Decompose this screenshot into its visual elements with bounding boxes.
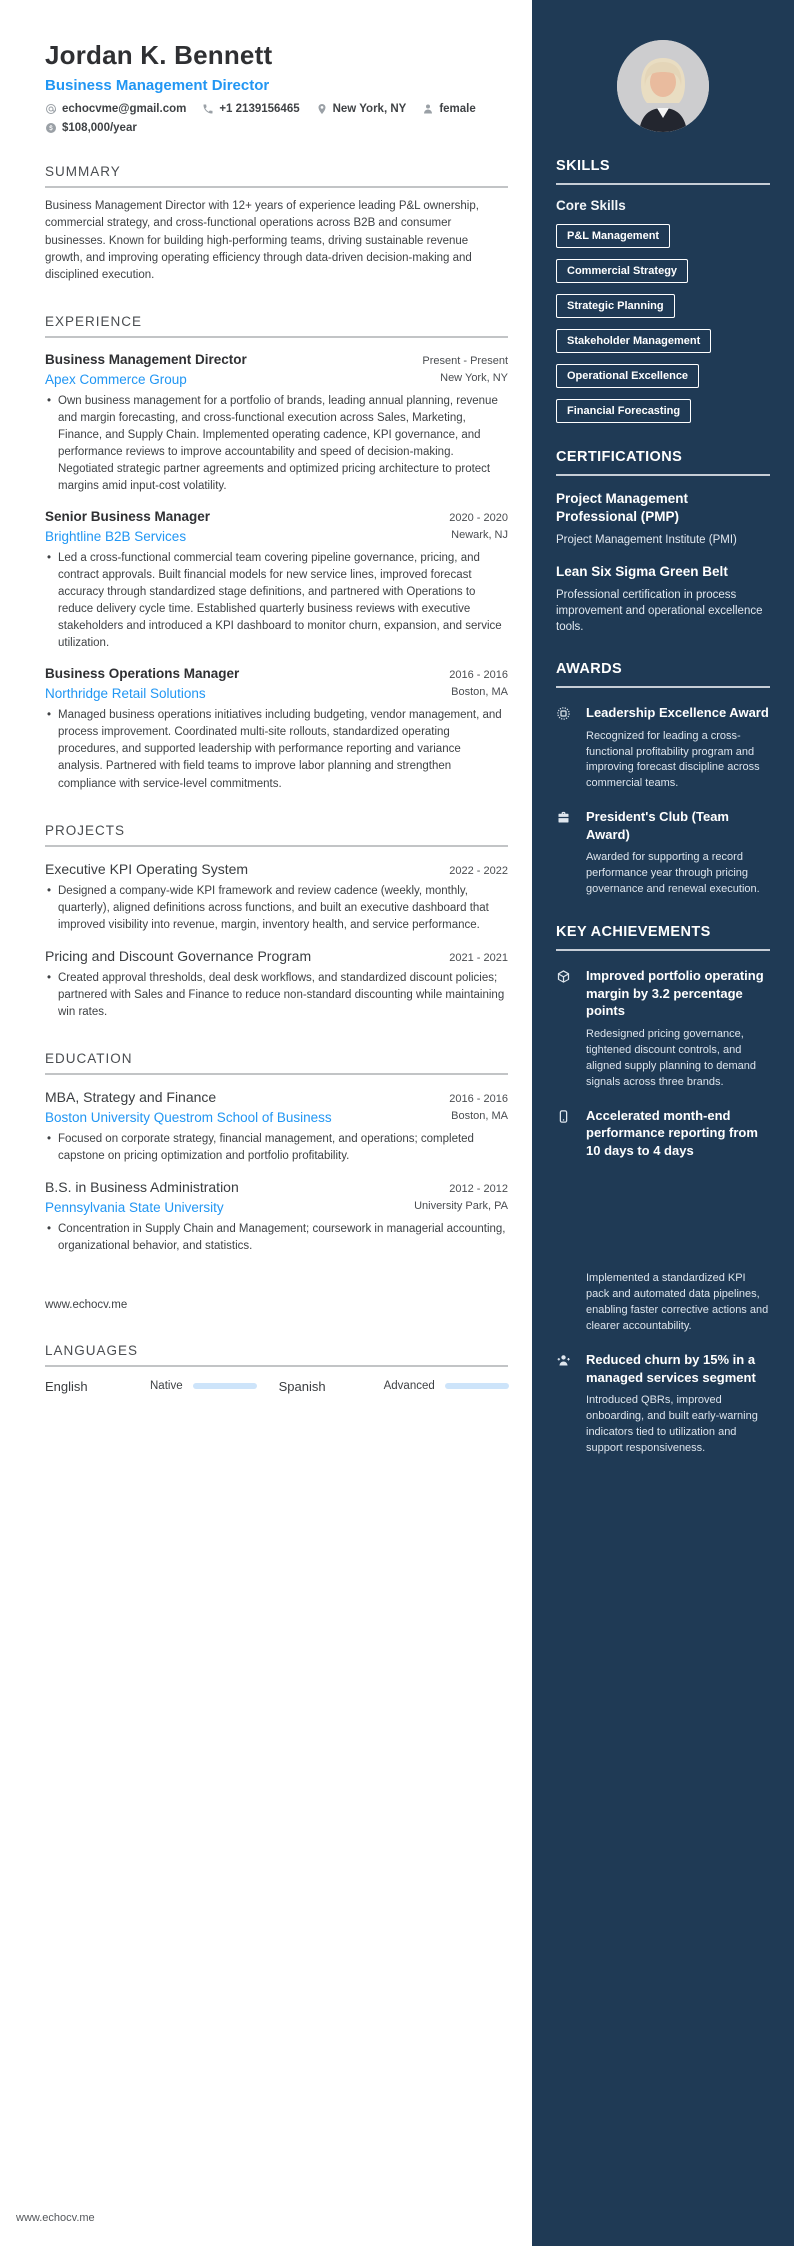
education-section (45, 1051, 508, 1255)
package-icon (556, 967, 586, 1090)
avatar (617, 40, 709, 132)
contact-row (45, 103, 508, 134)
skills-heading: SKILLS (556, 158, 770, 185)
candidate-name: Jordan K. Bennett (45, 40, 273, 70)
education-entry (45, 1089, 508, 1165)
language-name: Spanish (278, 1378, 326, 1394)
job-dates: 2016 - 2016 (449, 669, 508, 682)
award-item (556, 704, 770, 792)
contact-email[interactable]: echocvme@gmail.com (45, 103, 186, 115)
certification-item (556, 563, 770, 636)
email-icon (45, 103, 57, 115)
education-location: Boston, MA (451, 1109, 508, 1122)
job-bullet: • Led a cross-functional commercial team covering pipeline governance, pricing, and contract approvals. Built financial models for new service lines, improved forecast accuracy through standardized stage definitions, and partnered with Operations to reduce delivery cycle time. Established quarterly business reviews with executive stakeholders and introduced a KPI dashboard to monitor churn, expansion, and service utilization. (45, 550, 508, 652)
mobile-icon (556, 1107, 586, 1335)
certifications-section (556, 449, 770, 635)
achievement-item (556, 1351, 770, 1457)
language-proficiency-bar (445, 1383, 509, 1389)
award-title: President's Club (Team Award) (586, 809, 729, 842)
project-title: Executive KPI Operating System (45, 860, 249, 877)
language-item (279, 1379, 531, 1394)
education-dates: 2016 - 2016 (449, 1092, 508, 1105)
experience-entry (45, 509, 508, 652)
achievement-title: Reduced churn by 15% in a managed services segment (586, 1352, 756, 1385)
company-link[interactable]: Northridge Retail Solutions (45, 686, 206, 702)
job-title: Senior Business Manager (45, 509, 211, 525)
certification-title: Project Management Professional (PMP) (556, 491, 689, 525)
footer-website[interactable]: www.echocv.me (16, 2212, 95, 2224)
achievement-description: Introduced QBRs, improved onboarding, and built early-warning indicators tied to utilization and support responsiveness. (586, 1394, 758, 1454)
education-bullet: • Focused on corporate strategy, financial management, and operations; completed capstone on pricing optimization and portfolio profitability. (45, 1131, 508, 1165)
award-description: Recognized for leading a cross-functional profitability program and improving forecast discipline across commercial teams. (586, 729, 760, 790)
language-level: Advanced (383, 1380, 435, 1393)
medal-icon (556, 704, 586, 792)
awards-heading: AWARDS (556, 661, 770, 688)
project-dates: 2022 - 2022 (449, 864, 508, 877)
language-name: English (45, 1378, 88, 1394)
degree-title: B.S. in Business Administration (45, 1178, 239, 1195)
section-divider (45, 1365, 508, 1367)
certification-title: Lean Six Sigma Green Belt (556, 563, 728, 579)
project-bullet: • Designed a company-wide KPI framework and review cadence (weekly, monthly, quarterly), aligned definitions across functions, and built an executive dashboard that improved visibility into revenue, margin, inventory health, and service performance. (45, 883, 508, 934)
job-location: Boston, MA (451, 686, 508, 699)
languages-section (45, 1343, 508, 1394)
contact-location: New York, NY (316, 103, 407, 115)
degree-title: MBA, Strategy and Finance (45, 1088, 217, 1105)
achievement-description: Implemented a standardized KPI pack and automated data pipelines, enabling faster corrective actions and clearer accountability. (586, 1272, 769, 1333)
key-achievements-heading: KEY ACHIEVEMENTS (556, 924, 770, 951)
website-link[interactable]: www.echocv.me (45, 1298, 128, 1311)
person-icon (422, 103, 434, 115)
summary-text: Business Management Director with 12+ years of experience leading P&L ownership, commercial strategy, and cross-functional operations across B2B and consumer businesses. Known for building high-performing teams, driving sustainable revenue growth, and improving operating efficiency through data-driven decision-making and disciplined execution. (45, 200, 479, 281)
job-title: Business Operations Manager (45, 666, 240, 682)
experience-entry (45, 352, 508, 495)
languages-heading: LANGUAGES (45, 1342, 139, 1358)
project-dates: 2021 - 2021 (449, 951, 508, 964)
briefcase-icon (556, 808, 586, 898)
company-link[interactable]: Apex Commerce Group (45, 372, 187, 388)
projects-heading: PROJECTS (45, 822, 126, 838)
education-location: University Park, PA (414, 1199, 508, 1212)
skill-pill: Financial Forecasting (556, 399, 691, 423)
section-divider (45, 186, 508, 188)
key-achievements-section (556, 924, 770, 1457)
contact-gender: female (422, 103, 475, 115)
education-entry (45, 1179, 508, 1255)
skill-pill: Commercial Strategy (556, 259, 688, 283)
skills-section (556, 158, 770, 423)
section-divider (45, 336, 508, 338)
project-title: Pricing and Discount Governance Program (45, 947, 312, 964)
languages-row (45, 1379, 508, 1394)
section-divider (45, 845, 508, 847)
projects-section (45, 823, 508, 1021)
salary-coin-icon (45, 122, 57, 134)
experience-entry (45, 666, 508, 792)
job-bullet: • Own business management for a portfolio of brands, leading annual planning, revenue and margin forecasting, and cross-functional execution across Sales, Marketing, Finance, and Supply Chain. Implemented operating cadence, KPI governance, and performance reviews to improve accountability and speed of decision-making. Negotiated strategic partner agreements and optimized pricing architecture to protect margins amid input-cost volatility. (45, 393, 508, 495)
skill-pill: Stakeholder Management (556, 329, 711, 353)
avatar-illustration (617, 40, 709, 132)
summary-heading: SUMMARY (45, 164, 121, 179)
skill-pill: Strategic Planning (556, 294, 675, 318)
language-level: Native (150, 1380, 183, 1393)
section-divider (45, 1073, 508, 1075)
location-pin-icon (316, 103, 328, 115)
project-entry (45, 861, 508, 934)
achievement-item (556, 1107, 770, 1335)
achievement-description: Redesigned pricing governance, tightened discount controls, and aligned supply planning to demand signals across three brands. (586, 1027, 757, 1088)
contact-phone[interactable]: +1 2139156465 (202, 103, 299, 115)
language-item (45, 1379, 279, 1394)
award-item (556, 808, 770, 898)
school-link[interactable]: Boston University Questrom School of Business (45, 1109, 332, 1125)
certification-issuer: Professional certification in process improvement and operational excellence tools. (556, 588, 763, 633)
award-description: Awarded for supporting a record performance year through pricing governance and renewal execution. (586, 851, 760, 896)
job-dates: 2020 - 2020 (449, 512, 508, 525)
project-entry (45, 948, 508, 1021)
job-location: New York, NY (440, 372, 508, 385)
achievement-item (556, 967, 770, 1090)
certification-issuer: Project Management Institute (PMI) (556, 534, 737, 547)
education-bullet: • Concentration in Supply Chain and Management; coursework in managerial accounting, organizational behavior, and statistics. (45, 1221, 508, 1255)
experience-heading: EXPERIENCE (45, 314, 143, 330)
job-bullet: • Managed business operations initiatives including budgeting, vendor management, and process improvement. Coordinated multi-site rollouts, standardized operating procedures, and supported leadership with performance reporting and variance analysis. Partnered with field teams to improve labor planning and strengthen compliance with service-level commitments. (45, 707, 508, 792)
education-heading: EDUCATION (45, 1050, 133, 1066)
school-link[interactable]: Pennsylvania State University (45, 1199, 224, 1215)
certification-item (556, 490, 770, 549)
education-dates: 2012 - 2012 (449, 1182, 508, 1195)
contact-salary: $108,000/year (45, 122, 137, 134)
skill-pill: Operational Excellence (556, 364, 699, 388)
achievement-title: Accelerated month-end performance reporting from 10 days to 4 days (586, 1107, 758, 1158)
skill-pill: P&L Management (556, 224, 670, 248)
job-title: Business Management Director (45, 352, 247, 368)
company-link[interactable]: Brightline B2B Services (45, 529, 187, 545)
experience-section (45, 314, 508, 792)
awards-section (556, 661, 770, 898)
skills-group-label: Core Skills (556, 198, 626, 213)
achievement-title: Improved portfolio operating margin by 3.2 percentage points (586, 968, 764, 1019)
language-proficiency-bar (193, 1383, 257, 1389)
award-title: Leadership Excellence Award (586, 705, 769, 721)
summary-section (45, 164, 508, 284)
job-dates: Present - Present (422, 355, 508, 368)
phone-icon (202, 103, 214, 115)
job-location: Newark, NJ (451, 529, 508, 542)
sidebar (532, 0, 794, 2246)
candidate-job-title: Business Management Director (45, 77, 270, 94)
certifications-heading: CERTIFICATIONS (556, 449, 770, 476)
person-plus-icon (556, 1351, 586, 1457)
project-bullet: • Created approval thresholds, deal desk workflows, and standardized discount policies; partnered with Sales and Finance to reduce non-standard discounting while maintaining win rates. (45, 970, 508, 1021)
